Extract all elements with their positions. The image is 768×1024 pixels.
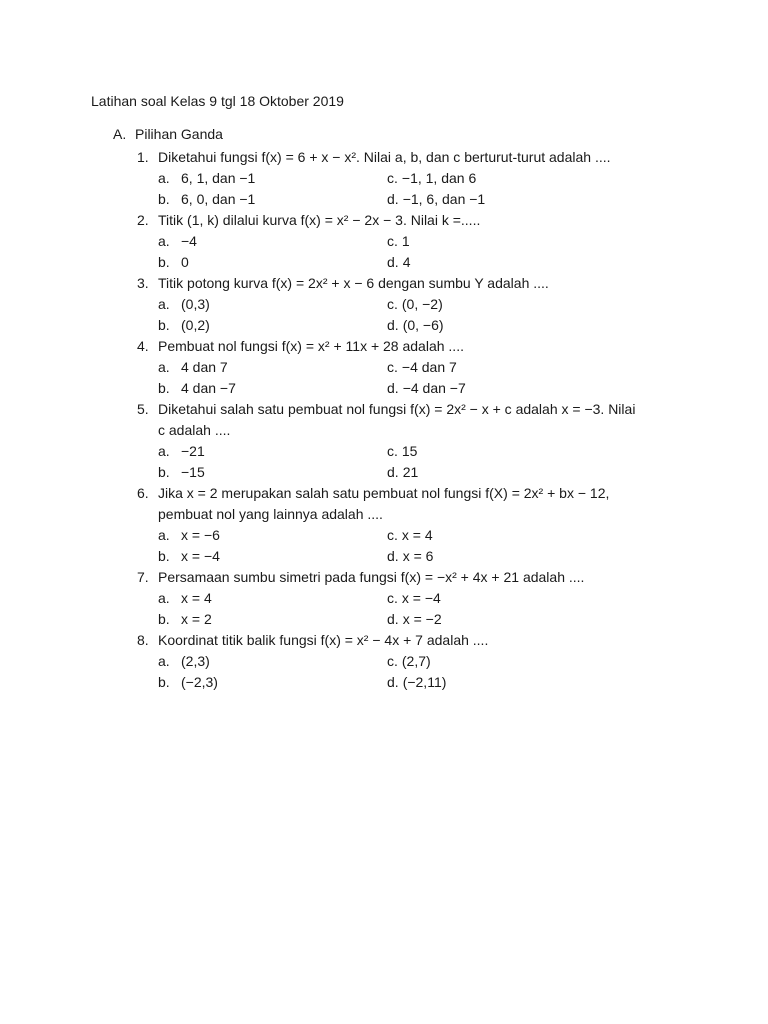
question-2 <box>137 210 697 273</box>
option-label: d. <box>387 464 399 480</box>
option-text: x = 4 <box>401 527 433 543</box>
option-label: c. <box>387 359 398 375</box>
option-c <box>387 231 637 252</box>
option-d <box>387 546 637 567</box>
option-text: −4 <box>181 233 197 249</box>
option-text: (0,3) <box>181 296 210 312</box>
option-label: a. <box>158 653 170 669</box>
option-label: b. <box>158 317 170 333</box>
question-text: Koordinat titik balik fungsi f(x) = x² − 4x + 7 adalah .... <box>158 632 489 648</box>
option-label: a. <box>158 443 170 459</box>
option-b <box>137 315 387 336</box>
option-label: a. <box>158 359 170 375</box>
question-number: 7. <box>137 569 149 585</box>
question-7 <box>137 567 697 630</box>
question-text: Persamaan sumbu simetri pada fungsi f(x) = −x² + 4x + 21 adalah .... <box>158 569 585 585</box>
question-text: Diketahui salah satu pembuat nol fungsi f(x) = 2x² − x + c adalah x = −3. Nilai <box>158 401 636 417</box>
option-label: b. <box>158 254 170 270</box>
option-text: x = 2 <box>181 611 212 627</box>
option-text: −1, 6, dan −1 <box>402 191 486 207</box>
option-text: x = −6 <box>181 527 220 543</box>
option-d <box>387 378 637 399</box>
option-label: c. <box>387 233 398 249</box>
question-text: Pembuat nol fungsi f(x) = x² + 11x + 28 adalah .... <box>158 338 464 354</box>
option-label: b. <box>158 548 170 564</box>
option-d <box>387 462 637 483</box>
option-text: x = 6 <box>402 548 434 564</box>
option-b <box>137 378 387 399</box>
option-text: 15 <box>401 443 418 459</box>
option-a <box>137 588 387 609</box>
option-text: −4 dan −7 <box>402 380 466 396</box>
question-number: 3. <box>137 275 149 291</box>
option-text: (0, −2) <box>401 296 443 312</box>
option-label: c. <box>387 590 398 606</box>
option-a <box>137 294 387 315</box>
option-c <box>387 168 637 189</box>
option-c <box>387 441 637 462</box>
option-d <box>387 672 637 693</box>
option-text: x = 4 <box>181 590 212 606</box>
option-text: 21 <box>402 464 419 480</box>
question-1 <box>137 147 697 210</box>
option-text: x = −4 <box>181 548 220 564</box>
option-a <box>137 525 387 546</box>
option-text: (−2,11) <box>402 674 447 690</box>
question-text: Jika x = 2 merupakan salah satu pembuat nol fungsi f(X) = 2x² + bx − 12, <box>158 485 610 501</box>
option-text: 1 <box>401 233 410 249</box>
option-c <box>387 357 637 378</box>
question-8 <box>137 630 697 693</box>
option-d <box>387 189 637 210</box>
option-label: d. <box>387 254 399 270</box>
question-number: 1. <box>137 149 149 165</box>
option-text: 0 <box>181 254 189 270</box>
option-text: 4 dan 7 <box>181 359 228 375</box>
question-5 <box>137 399 697 483</box>
option-text: −15 <box>181 464 205 480</box>
option-text: 4 <box>402 254 411 270</box>
option-label: d. <box>387 611 399 627</box>
section-heading <box>113 126 223 142</box>
option-label: a. <box>158 590 170 606</box>
option-d <box>387 315 637 336</box>
option-text: (0, −6) <box>402 317 444 333</box>
option-b <box>137 672 387 693</box>
option-b <box>137 189 387 210</box>
option-text: −21 <box>181 443 205 459</box>
option-label: a. <box>158 527 170 543</box>
option-label: d. <box>387 674 399 690</box>
question-6 <box>137 483 697 567</box>
option-c <box>387 294 637 315</box>
option-d <box>387 609 637 630</box>
option-label: c. <box>387 170 398 186</box>
question-text-continued: pembuat nol yang lainnya adalah .... <box>158 506 383 522</box>
option-text: (2,3) <box>181 653 210 669</box>
option-a <box>137 231 387 252</box>
question-3 <box>137 273 697 336</box>
question-number: 6. <box>137 485 149 501</box>
question-number: 4. <box>137 338 149 354</box>
option-b <box>137 609 387 630</box>
option-label: b. <box>158 380 170 396</box>
section-label: Pilihan Ganda <box>135 126 223 142</box>
option-c <box>387 525 637 546</box>
option-label: c. <box>387 653 398 669</box>
question-4 <box>137 336 697 399</box>
question-text: Titik potong kurva f(x) = 2x² + x − 6 dengan sumbu Y adalah .... <box>158 275 549 291</box>
option-label: c. <box>387 443 398 459</box>
option-a <box>137 651 387 672</box>
option-text: −1, 1, dan 6 <box>401 170 477 186</box>
option-label: c. <box>387 527 398 543</box>
option-label: b. <box>158 674 170 690</box>
question-text: Diketahui fungsi f(x) = 6 + x − x². Nilai a, b, dan c berturut-turut adalah .... <box>158 149 611 165</box>
option-c <box>387 588 637 609</box>
option-label: d. <box>387 191 399 207</box>
question-number: 8. <box>137 632 149 648</box>
option-a <box>137 168 387 189</box>
question-number: 2. <box>137 212 149 228</box>
option-text: −4 dan 7 <box>401 359 457 375</box>
question-text: Titik (1, k) dilalui kurva f(x) = x² − 2x − 3. Nilai k =..... <box>158 212 481 228</box>
option-a <box>137 357 387 378</box>
option-text: (2,7) <box>401 653 431 669</box>
option-b <box>137 462 387 483</box>
option-a <box>137 441 387 462</box>
option-label: a. <box>158 296 170 312</box>
option-text: 4 dan −7 <box>181 380 236 396</box>
option-label: d. <box>387 380 399 396</box>
option-text: (−2,3) <box>181 674 218 690</box>
option-b <box>137 252 387 273</box>
option-label: d. <box>387 548 399 564</box>
option-label: b. <box>158 611 170 627</box>
option-label: b. <box>158 464 170 480</box>
option-text: x = −4 <box>401 590 441 606</box>
option-b <box>137 546 387 567</box>
question-text-continued: c adalah .... <box>158 422 231 438</box>
section-letter: A. <box>113 126 127 142</box>
document-title: Latihan soal Kelas 9 tgl 18 Oktober 2019 <box>91 93 344 109</box>
option-label: a. <box>158 170 170 186</box>
question-list <box>137 147 697 693</box>
option-label: a. <box>158 233 170 249</box>
option-text: 6, 1, dan −1 <box>181 170 256 186</box>
option-c <box>387 651 637 672</box>
option-text: x = −2 <box>402 611 442 627</box>
question-number: 5. <box>137 401 149 417</box>
option-label: d. <box>387 317 399 333</box>
option-text: 6, 0, dan −1 <box>181 191 256 207</box>
option-d <box>387 252 637 273</box>
option-text: (0,2) <box>181 317 210 333</box>
option-label: b. <box>158 191 170 207</box>
option-label: c. <box>387 296 398 312</box>
